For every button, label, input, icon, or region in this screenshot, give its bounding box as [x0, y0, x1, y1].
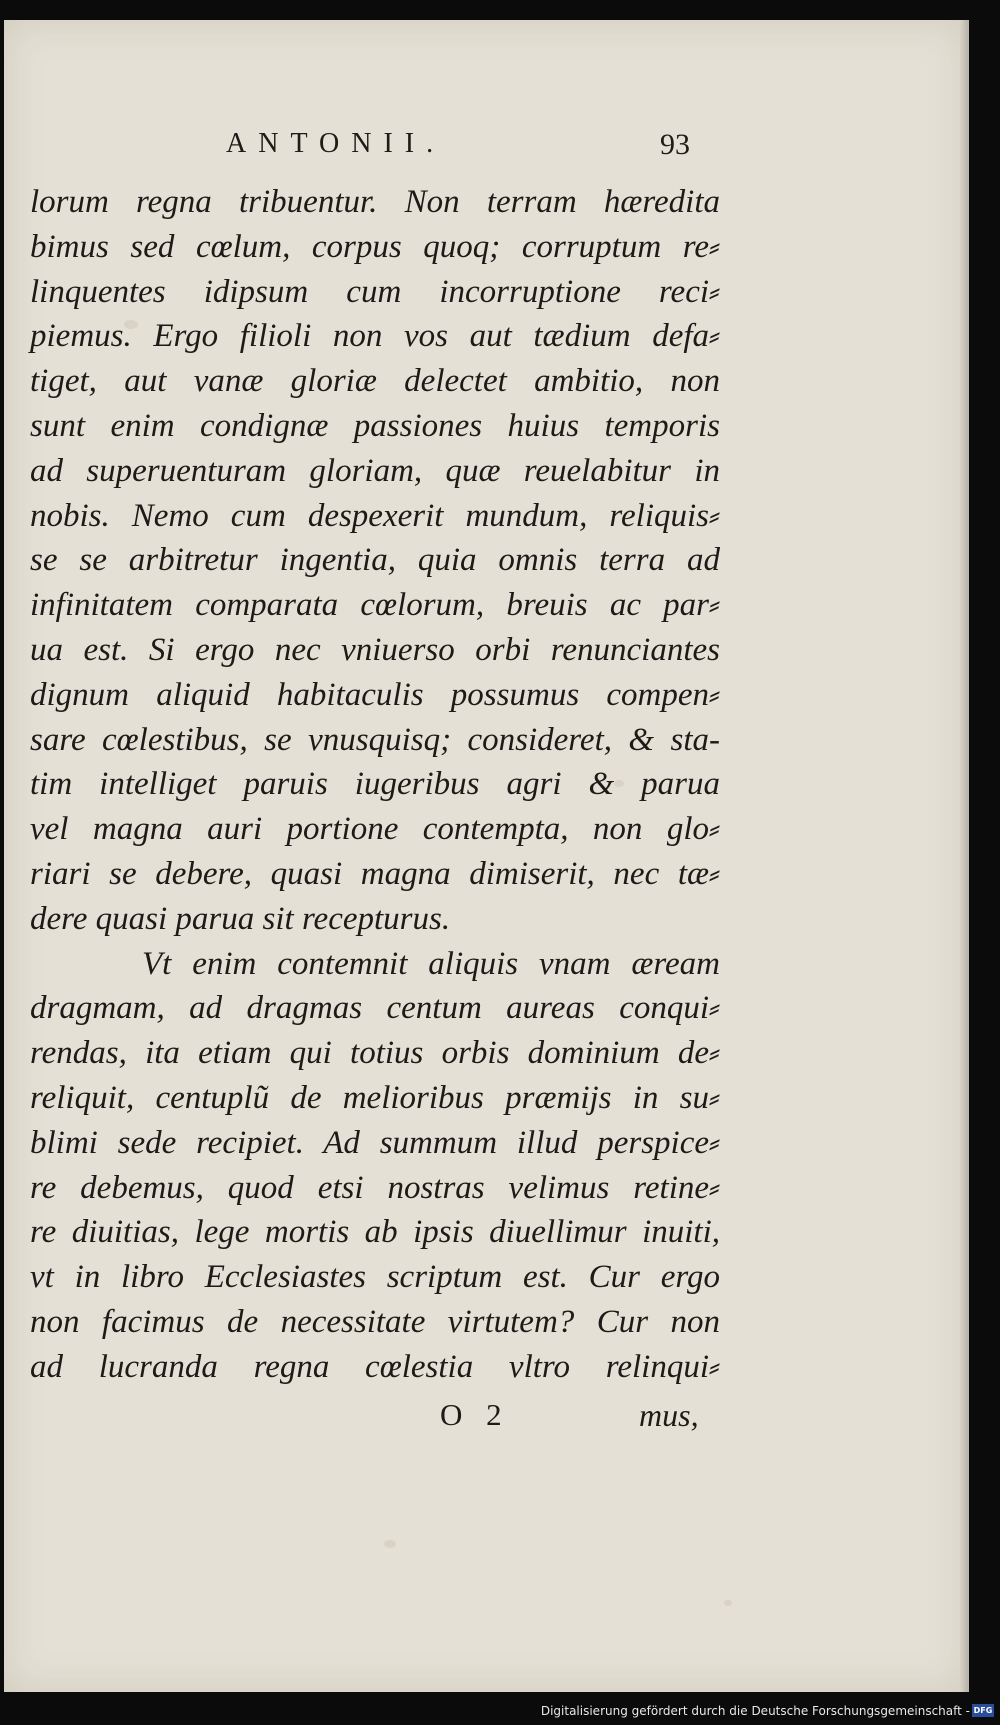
- dfg-logo: DFG: [973, 1706, 993, 1715]
- text-line: ad superuenturam gloriam, quæ reuelabitur in: [30, 452, 720, 489]
- text-line: dragmam, ad dragmas centum aureas conqui⸗: [30, 990, 720, 1027]
- text-block: [30, 180, 720, 1390]
- text-line: tim intelliget paruis iugeribus agri & parua: [30, 766, 720, 803]
- text-line: blimi sede recipiet. Ad summum illud perspice⸗: [30, 1124, 720, 1161]
- text-line: lorum regna tribuentur. Non terram hæredita: [30, 184, 720, 220]
- text-line: ad lucranda regna cœlestia vltro relinqui⸗: [30, 1348, 720, 1385]
- text-line: nobis. Nemo cum despexerit mundum, reliquis⸗: [30, 497, 720, 534]
- text-line: re debemus, quod etsi nostras velimus retine⸗: [30, 1169, 720, 1206]
- paragraph-first-line: Vt enim contemnit aliquis vnam æream: [142, 945, 720, 982]
- text-line: dere quasi parua sit recepturus.: [30, 900, 451, 937]
- text-line: infinitatem comparata cœlorum, breuis ac par⸗: [30, 587, 720, 624]
- book-page: [4, 20, 969, 1692]
- text-line: re diuitias, lege mortis ab ipsis diuellimur inuiti,: [30, 1214, 720, 1251]
- text-line: ua est. Si ergo nec vniuerso orbi renunciantes: [30, 631, 720, 668]
- text-line: non facimus de necessitate virtutem? Cur non: [30, 1303, 720, 1340]
- text-line: sunt enim condignæ passiones huius temporis: [30, 407, 720, 444]
- text-line: piemus. Ergo filioli non vos aut tædium defa⸗: [30, 318, 720, 355]
- text-line: rendas, ita etiam qui totius orbis dominium de⸗: [30, 1035, 720, 1072]
- running-head: [4, 128, 966, 172]
- text-line: se se arbitretur ingentia, quia omnis terra ad: [30, 542, 720, 579]
- text-line: linquentes idipsum cum incorruptione reci⸗: [30, 273, 720, 310]
- text-line: vt in libro Ecclesiastes scriptum est. Cur ergo: [30, 1259, 720, 1296]
- text-line: sare cœlestibus, se vnusquisq; consideret, & sta-: [30, 721, 720, 758]
- signature-line: [4, 1397, 966, 1441]
- text-line: tiget, aut vanæ gloriæ delectet ambitio, non: [30, 363, 720, 400]
- footer-bar: [0, 1698, 1000, 1725]
- page-edge: [960, 20, 966, 1692]
- paper-spot: [724, 1600, 732, 1606]
- text-line: dignum aliquid habitaculis possumus compen⸗: [30, 676, 720, 713]
- text-line: riari se debere, quasi magna dimiserit, nec tæ⸗: [30, 855, 720, 892]
- signature-mark: O 2: [440, 1397, 510, 1432]
- catchword: mus,: [639, 1397, 699, 1433]
- running-title: ANTONII.: [226, 128, 446, 159]
- digitization-credit: Digitalisierung gefördert durch die Deutsche Forschungsgemeinschaft -: [540, 1704, 970, 1718]
- text-line: reliquit, centuplũ de melioribus præmijs in su⸗: [30, 1079, 720, 1116]
- text-line: bimus sed cœlum, corpus quoq; corruptum re⸗: [30, 228, 720, 265]
- text-line: vel magna auri portione contempta, non glo⸗: [30, 811, 720, 848]
- paper-spot: [384, 1540, 396, 1548]
- page-number: 93: [660, 128, 690, 161]
